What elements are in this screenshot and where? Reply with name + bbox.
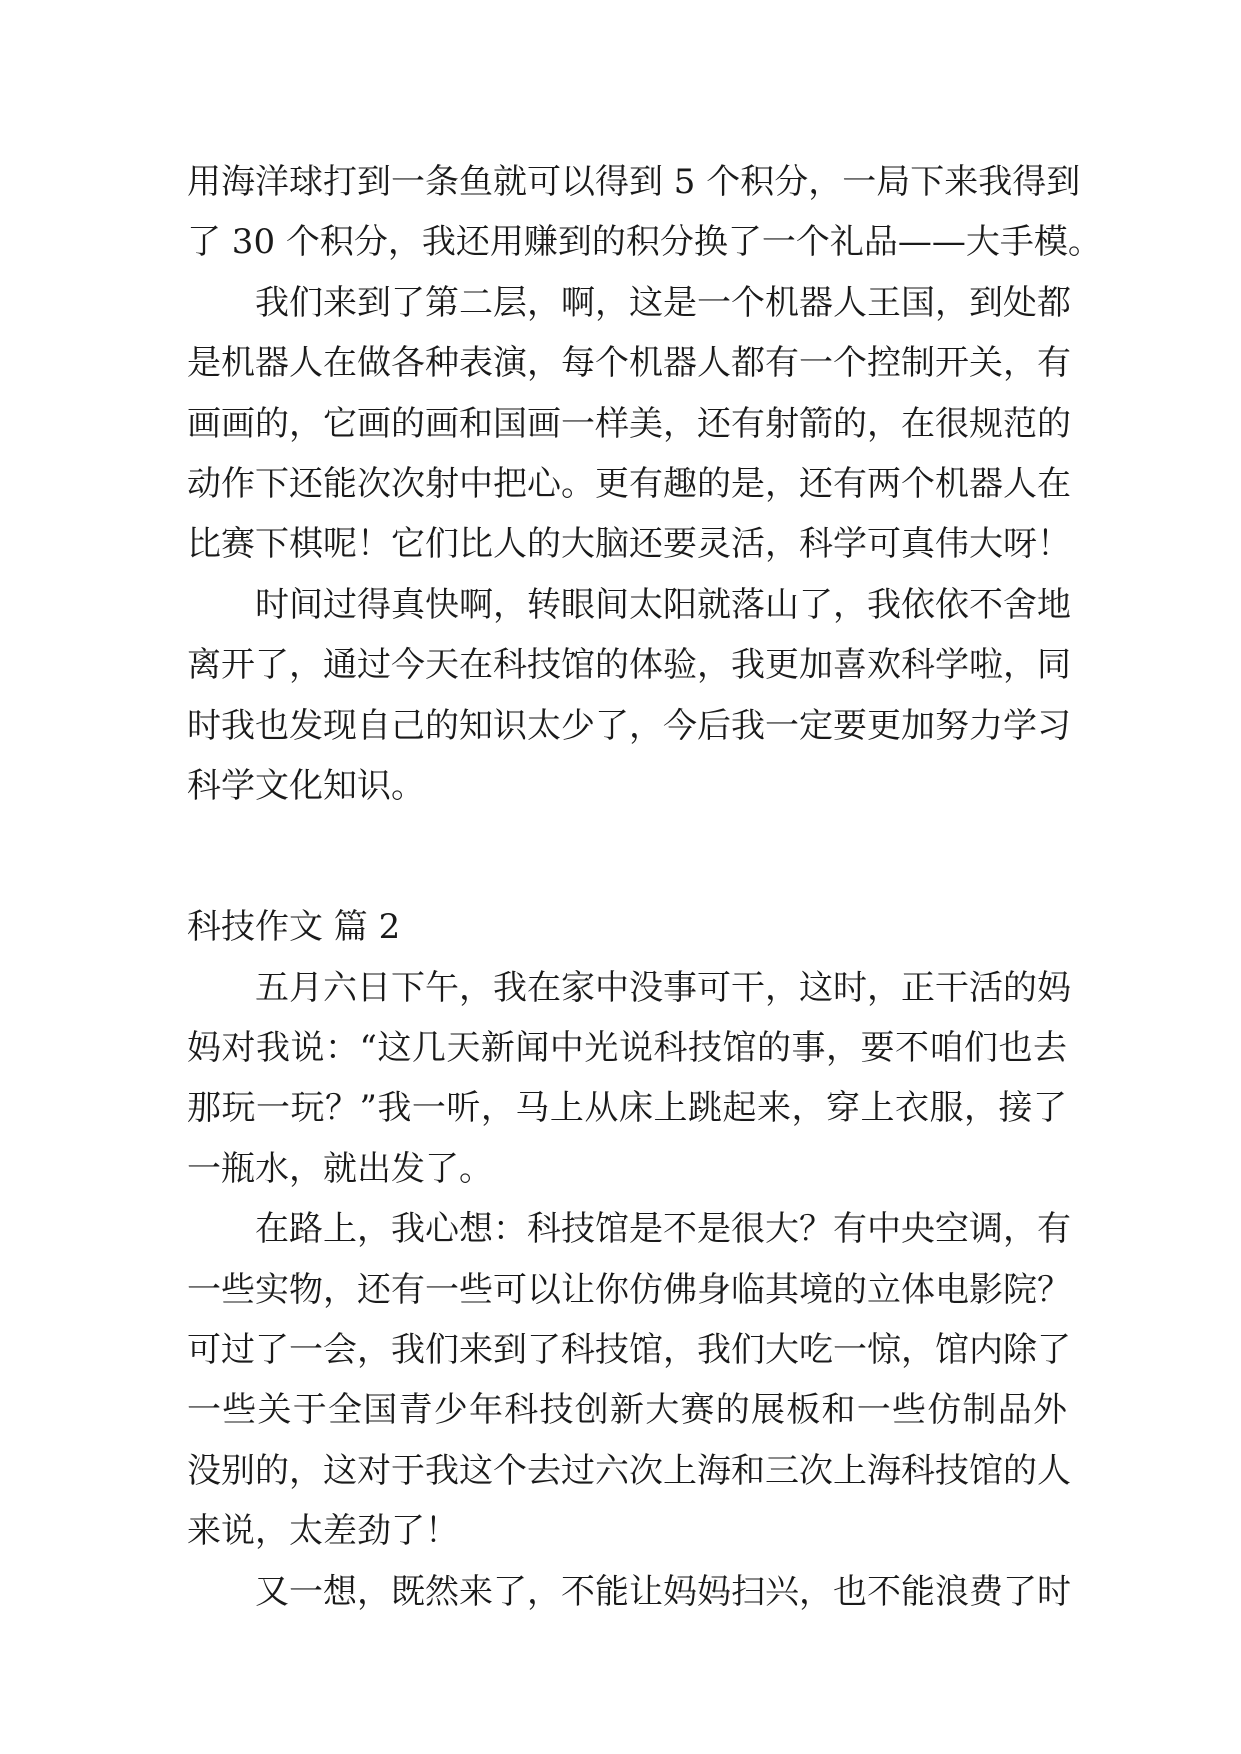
section-gap — [187, 816, 1067, 897]
text-line: 时间过得真快啊，转眼间太阳就落山了，我依依不舍地 — [255, 584, 1071, 625]
text-line: 一些关于全国青少年科技创新大赛的展板和一些仿制品外 — [187, 1390, 1067, 1431]
text-line: 画画的，它画的画和国画一样美，还有射箭的，在很规范的 — [187, 403, 1071, 444]
text-line: 可过了一会，我们来到了科技馆，我们大吃一惊，馆内除了 — [187, 1330, 1071, 1371]
text-line: 离开了，通过今天在科技馆的体验，我更加喜欢科学啦，同 — [187, 645, 1071, 686]
text-line: 妈对我说：“这几天新闻中光说科技馆的事，要不咱们也去 — [187, 1028, 1067, 1069]
text-line: 来说，太差劲了！ — [187, 1511, 459, 1552]
text-line: 没别的，这对于我这个去过六次上海和三次上海科技馆的人 — [187, 1450, 1071, 1491]
section-heading: 科技作文 篇 2 — [187, 907, 401, 948]
document-body — [187, 152, 1102, 1622]
text-line: 时我也发现自己的知识太少了，今后我一定要更加努力学习 — [187, 705, 1071, 746]
text-line: 用海洋球打到一条鱼就可以得到 5 个积分，一局下来我得到 — [187, 162, 1081, 202]
text-line: 五月六日下午，我在家中没事可干，这时，正干活的妈 — [255, 967, 1071, 1008]
text-line: 一些实物，还有一些可以让你仿佛身临其境的立体电影院？ — [187, 1269, 1071, 1310]
text-line: 了 30 个积分，我还用赚到的积分换了一个礼品——大手模。 — [187, 222, 1102, 263]
text-line: 在路上，我心想：科技馆是不是很大？有中央空调，有 — [255, 1209, 1071, 1250]
text-line: 又一想，既然来了，不能让妈妈扫兴，也不能浪费了时 — [255, 1571, 1071, 1612]
text-line: 动作下还能次次射中把心。更有趣的是，还有两个机器人在 — [187, 463, 1071, 504]
text-line: 那玩一玩？”我一听，马上从床上跳起来，穿上衣服，接了 — [187, 1088, 1067, 1129]
text-line: 一瓶水，就出发了。 — [187, 1148, 493, 1189]
text-line: 是机器人在做各种表演，每个机器人都有一个控制开关，有 — [187, 343, 1071, 384]
text-line: 比赛下棋呢！它们比人的大脑还要灵活，科学可真伟大呀！ — [187, 524, 1071, 565]
text-line: 科学文化知识。 — [187, 765, 425, 806]
text-line: 我们来到了第二层，啊，这是一个机器人王国，到处都 — [255, 282, 1071, 323]
